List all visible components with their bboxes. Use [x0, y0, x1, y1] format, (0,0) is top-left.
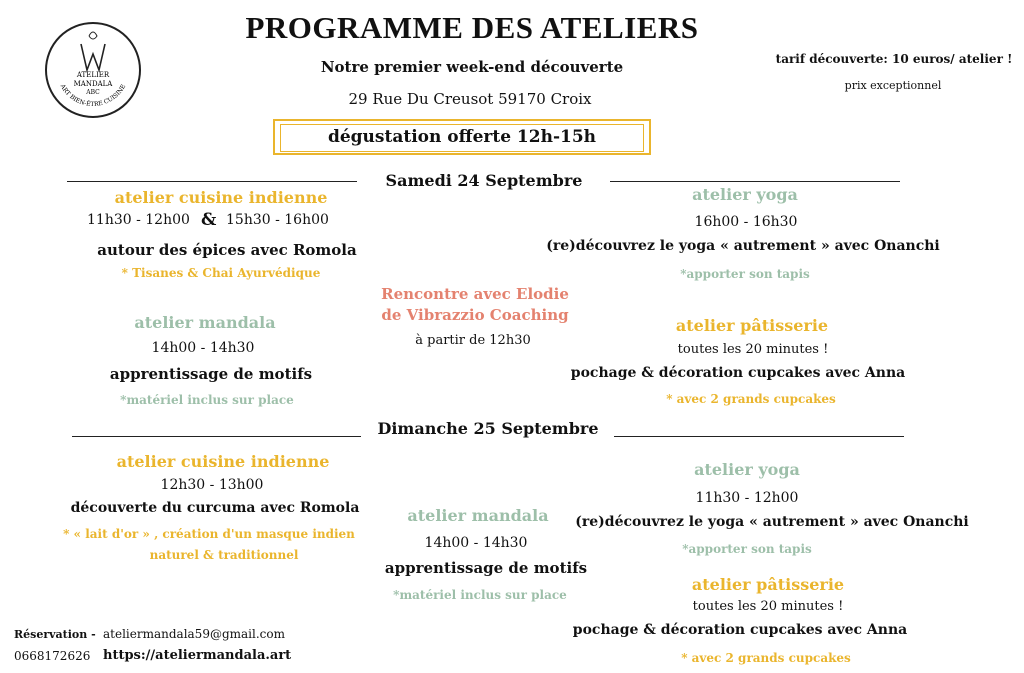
logo-line2: MANDALA	[73, 80, 113, 88]
logo	[45, 22, 141, 118]
sun-cuisine-note2: naturel & traditionnel	[149, 548, 299, 562]
sat-yoga-title: atelier yoga	[692, 185, 798, 204]
sat-patisserie-time: toutes les 20 minutes !	[677, 342, 829, 357]
logo-emblem	[47, 24, 139, 116]
rencontre-line1: Rencontre avec Elodie	[381, 285, 569, 303]
sat-mandala-desc: apprentissage de motifs	[109, 365, 313, 383]
sun-patisserie-desc: pochage & décoration cupcakes avec Anna	[572, 622, 908, 638]
tarif-note: prix exceptionnel	[844, 79, 942, 92]
sunday-heading: Dimanche 25 Septembre	[377, 419, 599, 438]
divider-left	[67, 181, 357, 182]
sat-yoga-desc: (re)découvrez le yoga « autrement » avec Onanchi	[546, 238, 940, 254]
sun-yoga-time: 11h30 - 12h00	[695, 490, 799, 506]
sun-patisserie-title: atelier pâtisserie	[691, 575, 845, 594]
sat-patisserie-title: atelier pâtisserie	[675, 316, 829, 335]
divider-right	[610, 181, 900, 182]
logo-line3: ABC	[86, 89, 100, 96]
sat-cuisine-note: * Tisanes & Chai Ayurvédique	[121, 266, 321, 280]
sun-cuisine-title: atelier cuisine indienne	[116, 452, 330, 471]
rencontre-line2: de Vibrazzio Coaching	[381, 306, 569, 324]
sun-cuisine-note1: * « lait d'or » , création d'un masque indien	[63, 527, 355, 541]
phone-number[interactable]: 0668172626	[14, 649, 91, 663]
logo-arc-text: ART BIEN-ÊTRE CUISINE	[58, 83, 128, 109]
sun-mandala-desc: apprentissage de motifs	[384, 559, 588, 577]
sat-yoga-note: *apporter son tapis	[680, 267, 810, 281]
sun-mandala-time: 14h00 - 14h30	[424, 535, 528, 551]
tasting-text: dégustation offerte 12h-15h	[327, 127, 597, 147]
sat-patisserie-note: * avec 2 grands cupcakes	[666, 392, 836, 406]
sun-mandala-title: atelier mandala	[407, 506, 549, 525]
sun-cuisine-time: 12h30 - 13h00	[160, 477, 264, 493]
reservation-label: Réservation -	[14, 628, 96, 641]
page-subtitle: Notre premier week-end découverte	[320, 58, 624, 76]
address: 29 Rue Du Creusot 59170 Croix	[348, 90, 592, 108]
sun-mandala-note: *matériel inclus sur place	[393, 588, 567, 602]
sat-mandala-note: *matériel inclus sur place	[120, 393, 294, 407]
sun-patisserie-note: * avec 2 grands cupcakes	[681, 651, 851, 665]
sun-yoga-note: *apporter son tapis	[682, 542, 812, 556]
logo-line1: ATELIER	[76, 71, 110, 79]
sun-yoga-title: atelier yoga	[694, 460, 800, 479]
sat-cuisine-amp: &	[201, 210, 217, 230]
sun-yoga-desc: (re)découvrez le yoga « autrement » avec Onanchi	[575, 514, 969, 530]
page-title: PROGRAMME DES ATELIERS	[245, 10, 699, 45]
sat-mandala-time: 14h00 - 14h30	[151, 340, 255, 356]
email-link[interactable]: ateliermandala59@gmail.com	[103, 627, 285, 641]
sat-yoga-time: 16h00 - 16h30	[694, 214, 798, 230]
sat-cuisine-time1: 11h30 - 12h00	[87, 212, 190, 228]
divider-left-2	[72, 436, 361, 437]
sat-cuisine-time2: 15h30 - 16h00	[226, 212, 329, 228]
saturday-heading: Samedi 24 Septembre	[385, 171, 583, 190]
website-link[interactable]: https://ateliermandala.art	[103, 648, 292, 663]
divider-right-2	[614, 436, 904, 437]
tarif: tarif découverte: 10 euros/ atelier !	[775, 52, 1013, 66]
sun-cuisine-desc: découverte du curcuma avec Romola	[70, 500, 360, 516]
sun-patisserie-time: toutes les 20 minutes !	[692, 599, 844, 614]
sat-mandala-title: atelier mandala	[134, 313, 276, 332]
sat-cuisine-title: atelier cuisine indienne	[114, 188, 328, 207]
sat-cuisine-desc: autour des épices avec Romola	[97, 241, 357, 259]
sat-patisserie-desc: pochage & décoration cupcakes avec Anna	[570, 365, 906, 381]
rencontre-time: à partir de 12h30	[415, 333, 531, 348]
